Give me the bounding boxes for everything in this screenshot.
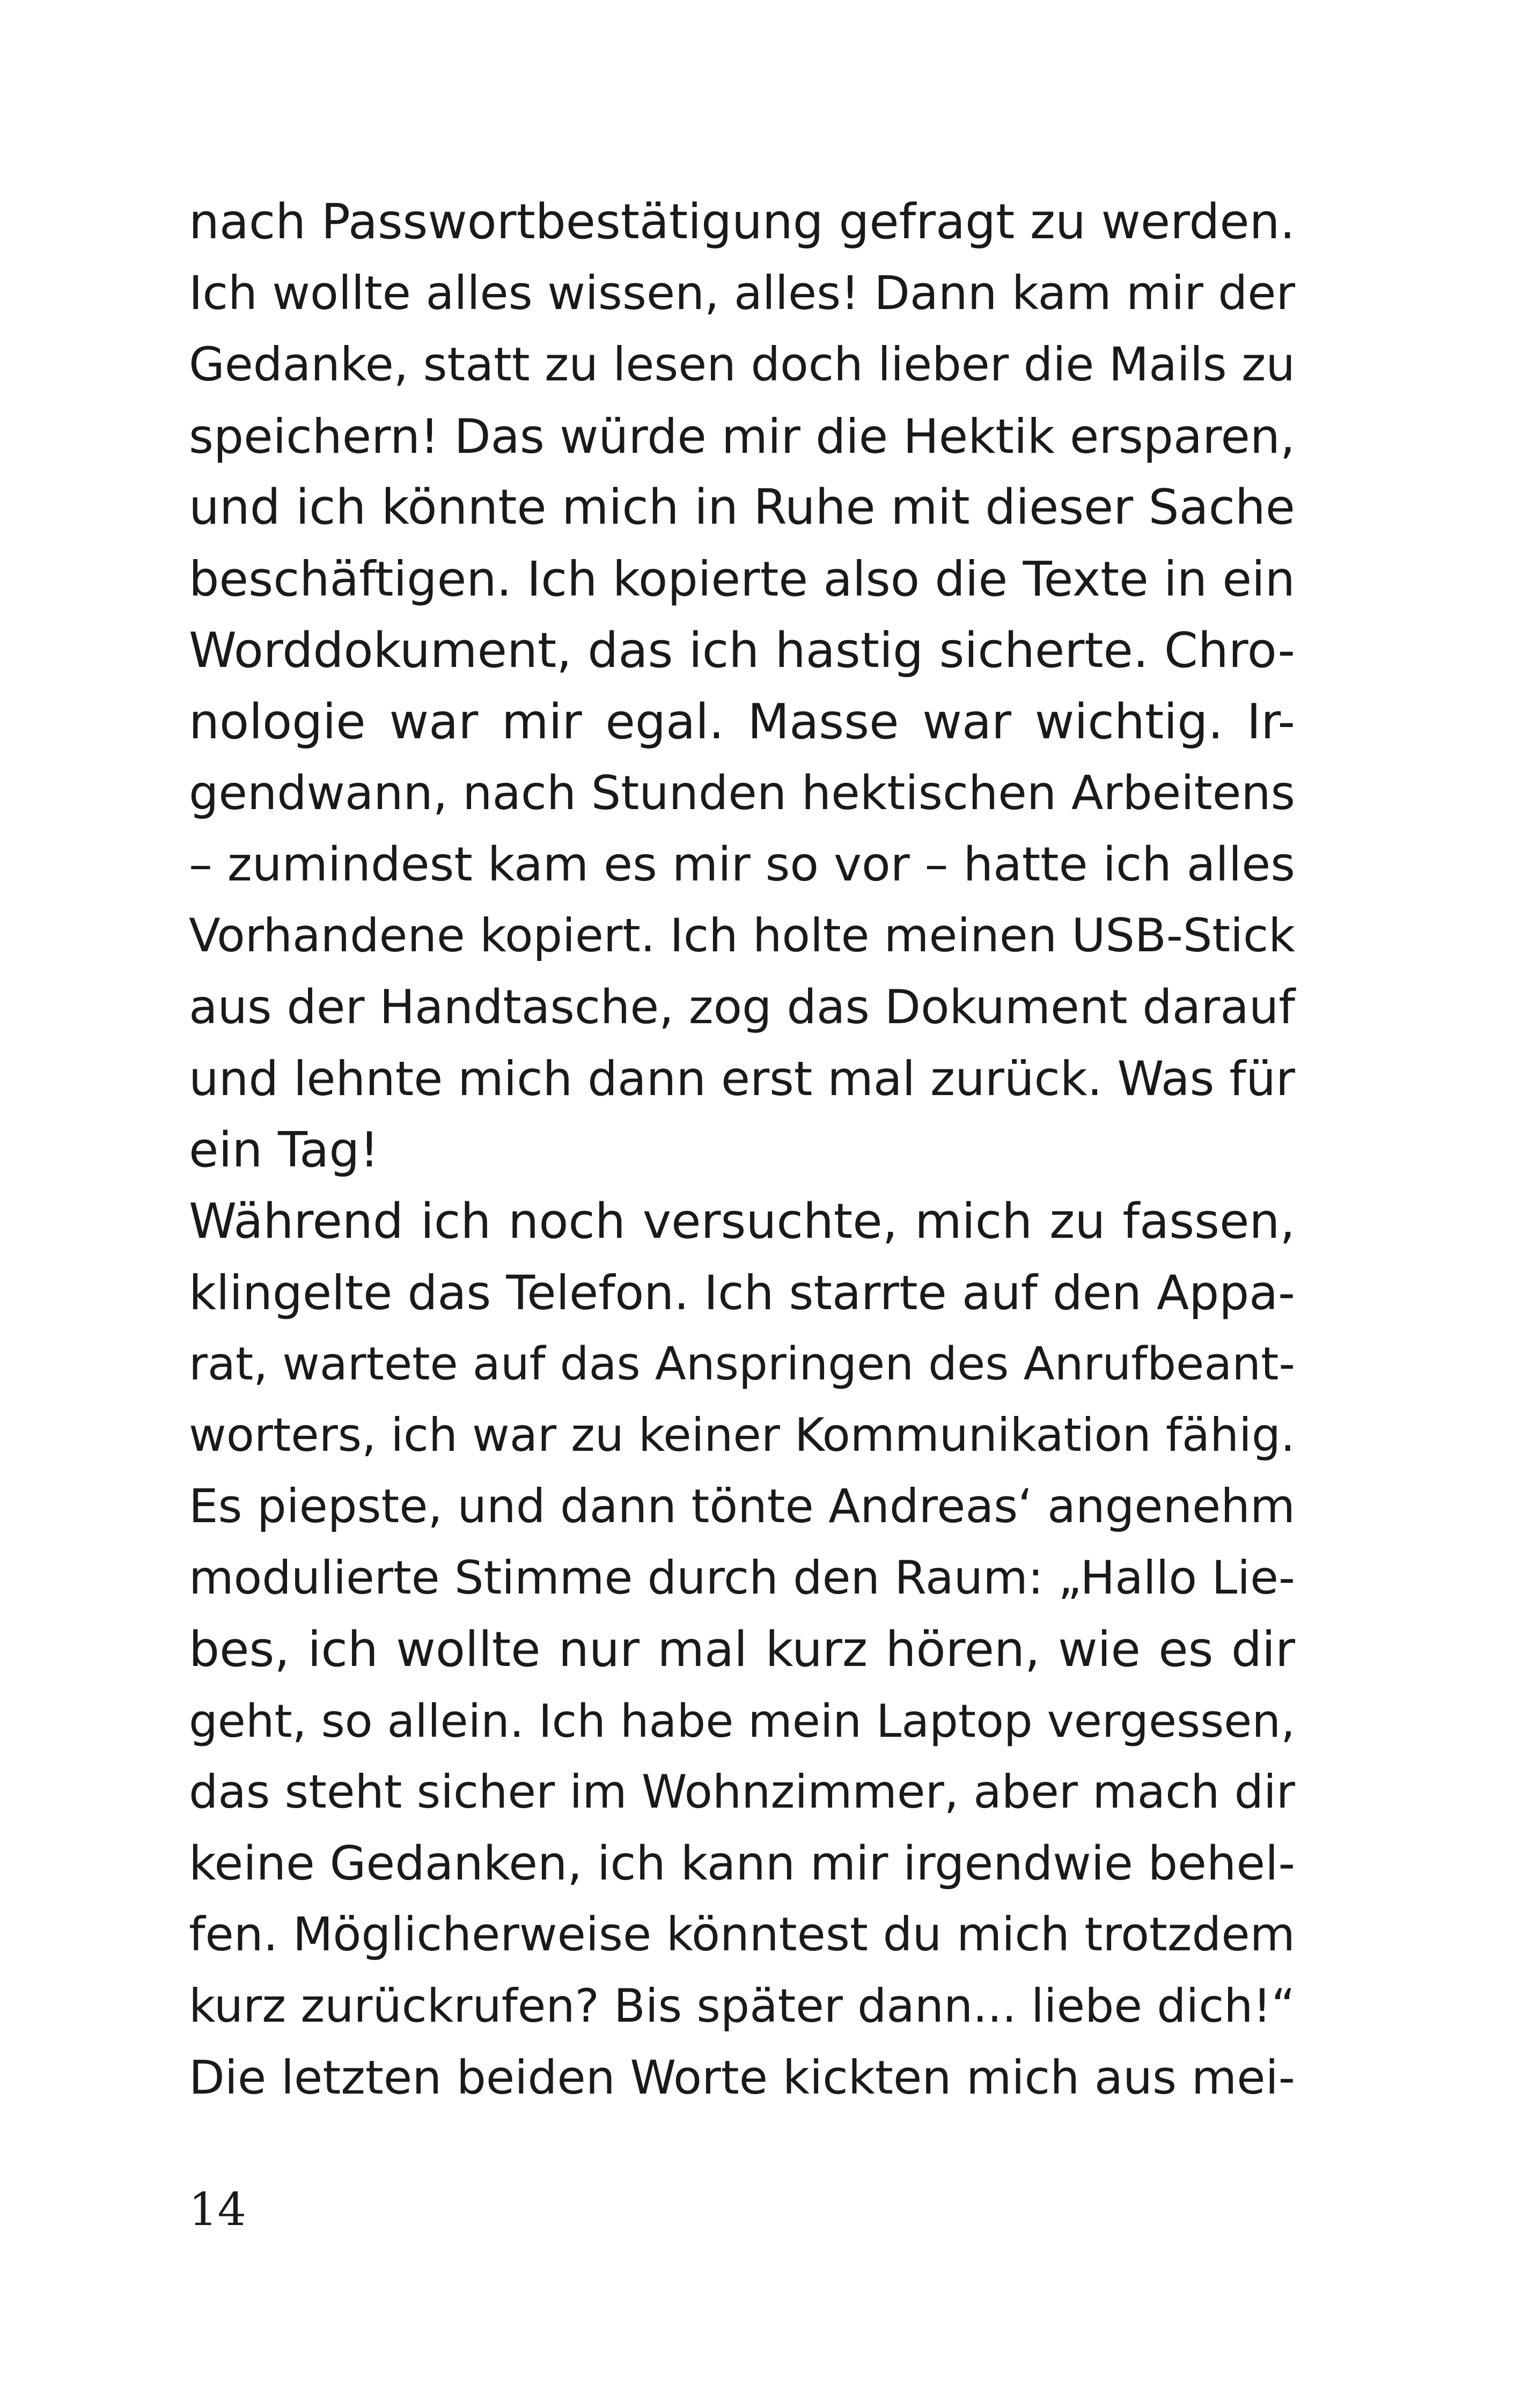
- text-line: Worddokument, das ich hastig sicherte. Chro-: [189, 622, 1295, 679]
- text-line: gendwann, nach Stunden hektischen Arbeitens: [189, 766, 1295, 820]
- text-line: ein Tag!: [189, 1122, 379, 1178]
- text-line: fen. Möglicherweise könntest du mich trotzdem: [189, 1908, 1295, 1962]
- text-line: beschäftigen. Ich kopierte also die Texte in ein: [189, 552, 1295, 607]
- text-line: Gedanke, statt zu lesen doch lieber die Mails zu: [189, 338, 1295, 392]
- text-line: Ich wollte alles wissen, alles! Dann kam mir der: [189, 267, 1295, 320]
- text-line: das steht sicher im Wohnzimmer, aber mach dir: [189, 1766, 1295, 1819]
- text-line: Während ich noch versuchte, mich zu fassen,: [189, 1193, 1295, 1250]
- page-number: 14: [189, 2183, 246, 2236]
- text-line: aus der Handtasche, zog das Dokument darauf: [189, 980, 1295, 1034]
- text-line: kurz zurückrufen? Bis später dann... liebe dich!“: [189, 1980, 1295, 2033]
- text-line: klingelte das Telefon. Ich starrte auf den Appa-: [189, 1265, 1295, 1320]
- text-line: – zumindest kam es mir so vor – hatte ich alles: [189, 837, 1295, 892]
- text-line: und lehnte mich dann erst mal zurück. Was für: [189, 1051, 1295, 1106]
- text-line: geht, so allein. Ich habe mein Laptop vergessen,: [189, 1694, 1295, 1748]
- body-text: [189, 187, 1295, 2113]
- text-line: keine Gedanken, ich kann mir irgendwie behel-: [189, 1836, 1295, 1891]
- text-line: speichern! Das würde mir die Hektik ersparen,: [189, 409, 1295, 464]
- text-line: modulierte Stimme durch den Raum: „Hallo Lie-: [189, 1551, 1295, 1605]
- text-line: und ich könnte mich in Ruhe mit dieser Sache: [189, 480, 1295, 535]
- text-line: worters, ich war zu keiner Kommunikation fähig.: [189, 1409, 1295, 1462]
- text-line: nologie war mir egal. Masse war wichtig. Ir-: [189, 694, 1295, 750]
- text-line: bes, ich wollte nur mal kurz hören, wie es dir: [189, 1621, 1295, 1678]
- text-line: nach Passwortbestätigung gefragt zu werden.: [189, 194, 1295, 250]
- text-line: rat, wartete auf das Anspringen des Anrufbeant-: [189, 1338, 1295, 1391]
- text-line: Vorhandene kopiert. Ich holte meinen USB-Stick: [189, 909, 1295, 963]
- text-line: Es piepste, und dann tönte Andreas‘ angenehm: [189, 1480, 1295, 1533]
- text-line: Die letzten beiden Worte kickten mich aus mei-: [189, 2051, 1295, 2105]
